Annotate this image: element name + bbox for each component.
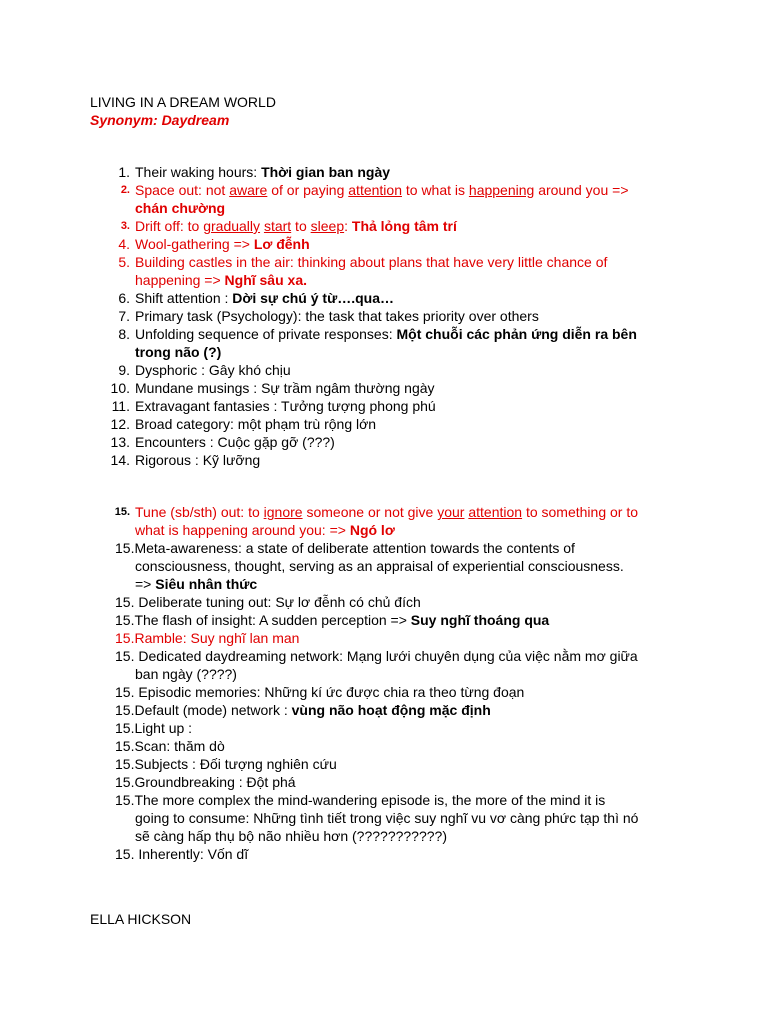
document-page: LIVING IN A DREAM WORLD Synonym: Daydream 1. Their waking hours: Thời gian ban ngày 2. Space out: not aware of or paying attention to what is happening around you => chán chường 3. Drift off: to gradually start to sleep: Thả lỏng tâm trí 4. Wool-gathering => Lơ đễnh 5. Building castles in the air: thinking about plans that have very little chance of happening => Nghĩ sâu xa. 6. Shift attention : Dời sự chú ý từ….qua… 7. Primary task (Psychology): the task that takes priority over others 8. Unfolding sequence of private responses: Một chuỗi các phản ứng diễn ra bên trong não (?) 9. Dysphoric : Gây khó chịu 10. Mundane musings : Sự trầm ngâm thường ngày 11. Extravagant fantasies : Tưởng tượng phong phú 12. Broad category: một phạm trù rộng lớn 13. Encounters : Cuộc gặp gỡ (???) 14. Rigorous : Kỹ lưỡng 15. Tune (sb/sth) out: to ignore someone or not give your attention to something or to what is happening around you: => Ngó lơ 15.Meta-awareness: a state of deliberate attention towards the contents of consciousness, thought, serving as an appraisal of experiential consciousness. => Siêu nhân thức 15. Deliberate tuning out: Sự lơ đễnh có chủ đích 15.The flash of insight: A sudden perception => Suy nghĩ thoáng qua 15.Ramble: Suy nghĩ lan man 15. Dedicated daydreaming network: Mạng lưới chuyên dụng của việc nằm mơ giữa ban ngày (????) 15. Episodic memories: Những kí ức được chia ra theo từng đoạn 15.Default (mode) network : vùng não hoạt động mặc định 15.Light up : 15.Scan: thăm dò 15.Subjects : Đối tượng nghiên cứu 15.Groundbreaking : Đột phá 15.The more complex the mind-wandering episode is, the more of the mind it is going to consume: Những tình tiết trong việc suy nghĩ vu vơ càng phức tạp thì nó sẽ càng hấp thụ bộ não nhiều hơn (???????????) 15. Inherently: Vốn dĩ ELLA HICKSON [90, 94, 639, 927]
author-name: ELLA HICKSON [90, 911, 192, 927]
document-subtitle: Synonym: Daydream [90, 112, 230, 128]
document-title: LIVING IN A DREAM WORLD [90, 94, 276, 110]
